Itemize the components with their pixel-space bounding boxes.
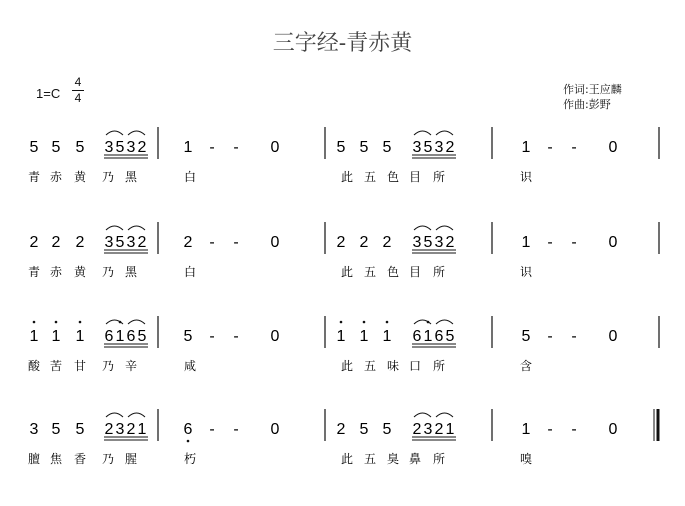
note: 0 bbox=[270, 328, 280, 345]
lyric-char: 焦 bbox=[49, 452, 63, 466]
slur bbox=[128, 413, 145, 417]
note: 3 bbox=[29, 421, 39, 438]
composer-credit: 作曲:彭野 bbox=[563, 98, 611, 111]
slur bbox=[106, 413, 123, 417]
lyric-char: 此 bbox=[340, 265, 354, 279]
dash: - bbox=[547, 139, 553, 156]
note: 2 bbox=[412, 421, 422, 438]
dash: - bbox=[547, 328, 553, 345]
meter-bottom: 4 bbox=[74, 91, 82, 105]
lyric-char: 朽 bbox=[183, 452, 197, 466]
note: 3 bbox=[126, 139, 136, 156]
dash: - bbox=[571, 234, 577, 251]
slur bbox=[106, 131, 123, 135]
note: 2 bbox=[336, 421, 346, 438]
lyric-char: 此 bbox=[340, 452, 354, 466]
note: 6 bbox=[104, 328, 114, 345]
note: 3 bbox=[115, 421, 125, 438]
lyric-char: 鼻 bbox=[408, 452, 422, 466]
lyric-char: 嗅 bbox=[519, 452, 533, 466]
dash: - bbox=[547, 421, 553, 438]
note: 5 bbox=[382, 139, 392, 156]
slur bbox=[128, 320, 145, 324]
high-octave-dot bbox=[386, 321, 389, 324]
note: 5 bbox=[359, 139, 369, 156]
slur bbox=[436, 413, 453, 417]
dash: - bbox=[209, 328, 215, 345]
note: 5 bbox=[423, 139, 433, 156]
note: 1 bbox=[359, 328, 369, 345]
note: 1 bbox=[445, 421, 455, 438]
slur bbox=[128, 131, 145, 135]
slur bbox=[414, 320, 431, 324]
note: 5 bbox=[51, 421, 61, 438]
note: 5 bbox=[51, 139, 61, 156]
slur bbox=[436, 131, 453, 135]
note: 5 bbox=[137, 328, 147, 345]
lyric-char: 所 bbox=[432, 170, 446, 184]
lyric-char: 黄 bbox=[73, 170, 87, 184]
note: 3 bbox=[104, 234, 114, 251]
note: 5 bbox=[521, 328, 531, 345]
lyric-char: 含 bbox=[519, 359, 533, 373]
high-octave-dot bbox=[55, 321, 58, 324]
lyric-char: 识 bbox=[519, 170, 533, 184]
lyric-char: 五 bbox=[363, 452, 377, 466]
slur bbox=[128, 226, 145, 230]
note: 0 bbox=[608, 139, 618, 156]
lyricist-credit: 作词:王应麟 bbox=[563, 83, 622, 96]
dash: - bbox=[233, 234, 239, 251]
note: 5 bbox=[75, 139, 85, 156]
slur bbox=[436, 226, 453, 230]
score-title: 三字经-青赤黄 bbox=[272, 31, 413, 56]
note: 5 bbox=[423, 234, 433, 251]
note: 1 bbox=[336, 328, 346, 345]
dash: - bbox=[571, 421, 577, 438]
high-octave-dot bbox=[79, 321, 82, 324]
lyric-char: 识 bbox=[519, 265, 533, 279]
meter-top: 4 bbox=[74, 75, 82, 89]
lyric-char: 所 bbox=[432, 452, 446, 466]
dash: - bbox=[233, 328, 239, 345]
lyric-char: 苦 bbox=[49, 359, 63, 373]
note: 5 bbox=[75, 421, 85, 438]
note: 1 bbox=[75, 328, 85, 345]
note: 2 bbox=[445, 234, 455, 251]
lyric-char: 味 bbox=[386, 359, 400, 373]
dash: - bbox=[209, 234, 215, 251]
note: 2 bbox=[445, 139, 455, 156]
lyric-char: 腥 bbox=[124, 452, 138, 466]
dash: - bbox=[233, 139, 239, 156]
note: 6 bbox=[183, 421, 193, 438]
note: 5 bbox=[115, 139, 125, 156]
lyric-char: 色 bbox=[386, 170, 400, 184]
lyric-char: 此 bbox=[340, 359, 354, 373]
note: 5 bbox=[183, 328, 193, 345]
note: 1 bbox=[137, 421, 147, 438]
lyric-char: 臭 bbox=[386, 452, 400, 466]
dash: - bbox=[571, 328, 577, 345]
note: 2 bbox=[434, 421, 444, 438]
slur bbox=[106, 320, 123, 324]
lyric-char: 所 bbox=[432, 265, 446, 279]
lyric-char: 香 bbox=[73, 452, 87, 466]
lyric-char: 青 bbox=[27, 265, 41, 279]
note: 3 bbox=[412, 139, 422, 156]
key-signature: 1=C bbox=[36, 86, 61, 101]
note: 0 bbox=[270, 421, 280, 438]
dash: - bbox=[547, 234, 553, 251]
high-octave-dot bbox=[363, 321, 366, 324]
note: 0 bbox=[608, 234, 618, 251]
lyric-char: 五 bbox=[363, 265, 377, 279]
note: 1 bbox=[521, 234, 531, 251]
dash: - bbox=[209, 421, 215, 438]
slur bbox=[436, 320, 453, 324]
note: 2 bbox=[29, 234, 39, 251]
note: 5 bbox=[29, 139, 39, 156]
note: 1 bbox=[423, 328, 433, 345]
lyric-char: 赤 bbox=[49, 265, 63, 279]
lyric-char: 膻 bbox=[27, 452, 41, 466]
lyric-char: 咸 bbox=[183, 359, 197, 373]
dash: - bbox=[209, 139, 215, 156]
lyric-char: 五 bbox=[363, 170, 377, 184]
lyric-char: 此 bbox=[340, 170, 354, 184]
note: 5 bbox=[382, 421, 392, 438]
lyric-char: 口 bbox=[408, 359, 422, 373]
note: 3 bbox=[434, 234, 444, 251]
note: 1 bbox=[521, 139, 531, 156]
high-octave-dot bbox=[340, 321, 343, 324]
note: 0 bbox=[270, 234, 280, 251]
note: 2 bbox=[126, 421, 136, 438]
lyric-char: 黑 bbox=[124, 170, 138, 184]
note: 2 bbox=[137, 139, 147, 156]
note: 0 bbox=[608, 421, 618, 438]
note: 3 bbox=[434, 139, 444, 156]
note: 0 bbox=[270, 139, 280, 156]
slur bbox=[414, 131, 431, 135]
high-octave-dot bbox=[33, 321, 36, 324]
lyric-char: 乃 bbox=[101, 452, 115, 466]
lyric-char: 目 bbox=[408, 265, 422, 279]
low-octave-dot bbox=[187, 440, 190, 443]
slur bbox=[106, 226, 123, 230]
slur bbox=[414, 226, 431, 230]
note: 6 bbox=[434, 328, 444, 345]
lyric-char: 甘 bbox=[73, 359, 87, 373]
note: 1 bbox=[29, 328, 39, 345]
note: 2 bbox=[359, 234, 369, 251]
lyric-char: 青 bbox=[27, 170, 41, 184]
lyric-char: 目 bbox=[408, 170, 422, 184]
note: 2 bbox=[75, 234, 85, 251]
lyric-char: 白 bbox=[183, 170, 197, 184]
note: 1 bbox=[521, 421, 531, 438]
note: 3 bbox=[412, 234, 422, 251]
lyric-char: 白 bbox=[183, 265, 197, 279]
lyric-char: 酸 bbox=[27, 359, 41, 373]
note: 2 bbox=[137, 234, 147, 251]
note: 1 bbox=[51, 328, 61, 345]
note: 1 bbox=[115, 328, 125, 345]
lyric-char: 五 bbox=[363, 359, 377, 373]
lyric-char: 乃 bbox=[101, 170, 115, 184]
note: 6 bbox=[126, 328, 136, 345]
lyric-char: 色 bbox=[386, 265, 400, 279]
note: 5 bbox=[115, 234, 125, 251]
note: 3 bbox=[423, 421, 433, 438]
lyric-char: 赤 bbox=[49, 170, 63, 184]
lyric-char: 黑 bbox=[124, 265, 138, 279]
note: 6 bbox=[412, 328, 422, 345]
lyric-char: 乃 bbox=[101, 265, 115, 279]
lyric-char: 辛 bbox=[124, 359, 138, 373]
note: 2 bbox=[382, 234, 392, 251]
dash: - bbox=[233, 421, 239, 438]
note: 2 bbox=[183, 234, 193, 251]
note: 1 bbox=[382, 328, 392, 345]
note: 1 bbox=[183, 139, 193, 156]
note: 5 bbox=[336, 139, 346, 156]
note: 5 bbox=[445, 328, 455, 345]
lyric-char: 黄 bbox=[73, 265, 87, 279]
slur bbox=[414, 413, 431, 417]
lyric-char: 乃 bbox=[101, 359, 115, 373]
note: 0 bbox=[608, 328, 618, 345]
dash: - bbox=[571, 139, 577, 156]
note: 2 bbox=[336, 234, 346, 251]
note: 2 bbox=[51, 234, 61, 251]
note: 3 bbox=[104, 139, 114, 156]
lyric-char: 所 bbox=[432, 359, 446, 373]
note: 3 bbox=[126, 234, 136, 251]
note: 2 bbox=[104, 421, 114, 438]
note: 5 bbox=[359, 421, 369, 438]
